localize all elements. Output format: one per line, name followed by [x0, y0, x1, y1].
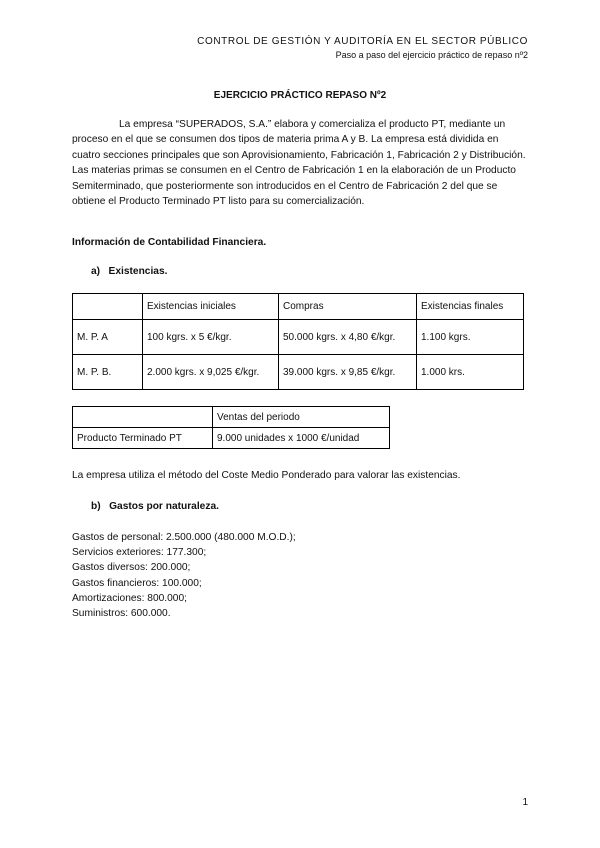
table-header-row: [73, 407, 390, 428]
table-cell: 50.000 kgrs. x 4,80 €/kgr.: [279, 320, 417, 355]
table-cell: 2.000 kgrs. x 9,025 €/kgr.: [143, 355, 279, 390]
table-header-row: [73, 294, 524, 320]
list-item: Suministros: 600.000.: [72, 608, 171, 620]
list-item: Servicios exteriores: 177.300;: [72, 547, 207, 559]
section-heading: Información de Contabilidad Financiera.: [72, 237, 267, 248]
header-cell: Ventas del periodo: [213, 407, 390, 428]
table-cell: 1.000 krs.: [417, 355, 524, 390]
gastos-list: [72, 530, 296, 621]
subsection-b-heading: b) Gastos por naturaleza.: [91, 501, 219, 512]
table-cell: 100 kgrs. x 5 €/kgr.: [143, 320, 279, 355]
table-row: [73, 428, 390, 449]
list-item: Gastos de personal: 2.500.000 (480.000 M.O.D.);: [72, 532, 296, 543]
header-cell: Compras: [279, 294, 417, 320]
ventas-table: [72, 406, 390, 449]
table-cell: Producto Terminado PT: [73, 428, 213, 449]
document-title: EJERCICIO PRÁCTICO REPASO Nº2: [213, 90, 387, 101]
page-number: 1: [522, 797, 528, 808]
header-cell: Existencias finales: [417, 294, 524, 320]
valuation-note: La empresa utiliza el método del Coste Medio Ponderado para valorar las existencias.: [72, 470, 461, 481]
header-cell: [73, 407, 213, 428]
table-cell: 39.000 kgrs. x 9,85 €/kgr.: [279, 355, 417, 390]
intro-paragraph: [72, 117, 528, 209]
intro-text: La empresa “SUPERADOS, S.A.” elabora y comercializa el producto PT, mediante un proceso en el que se consumen dos tipos de materia prima A y B. La empresa está dividida en cuatro secciones principales que son Aprovisionamiento, Fabricación 1, Fabricación 2 y Distribución. Las materias primas se consumen en el Centro de Fabricación 1 en la elaboración de un Producto Semiterminado, que posteriormente son introducidos en el Centro de Fabricación 2 del que se obtiene el Producto Terminado PT listo para su comercialización.: [72, 119, 526, 208]
table-row: [73, 320, 524, 355]
list-item: Amortizaciones: 800.000;: [72, 592, 187, 604]
header-title: CONTROL DE GESTIÓN Y AUDITORÍA EN EL SECTOR PÚBLICO: [197, 36, 528, 47]
header-subtitle: Paso a paso del ejercicio práctico de repaso nº2: [335, 50, 528, 60]
table-row: [73, 355, 524, 390]
page-header: [197, 34, 528, 62]
list-item: Gastos diversos: 200.000;: [72, 562, 191, 574]
list-item: Gastos financieros: 100.000;: [72, 577, 202, 589]
table-cell: 1.100 kgrs.: [417, 320, 524, 355]
subsection-a-heading: a) Existencias.: [91, 266, 168, 277]
header-cell: [73, 294, 143, 320]
table-cell: M. P. A: [73, 320, 143, 355]
header-cell: Existencias iniciales: [143, 294, 279, 320]
table-cell: M. P. B.: [73, 355, 143, 390]
table-cell: 9.000 unidades x 1000 €/unidad: [213, 428, 390, 449]
existencias-table: [72, 293, 524, 390]
